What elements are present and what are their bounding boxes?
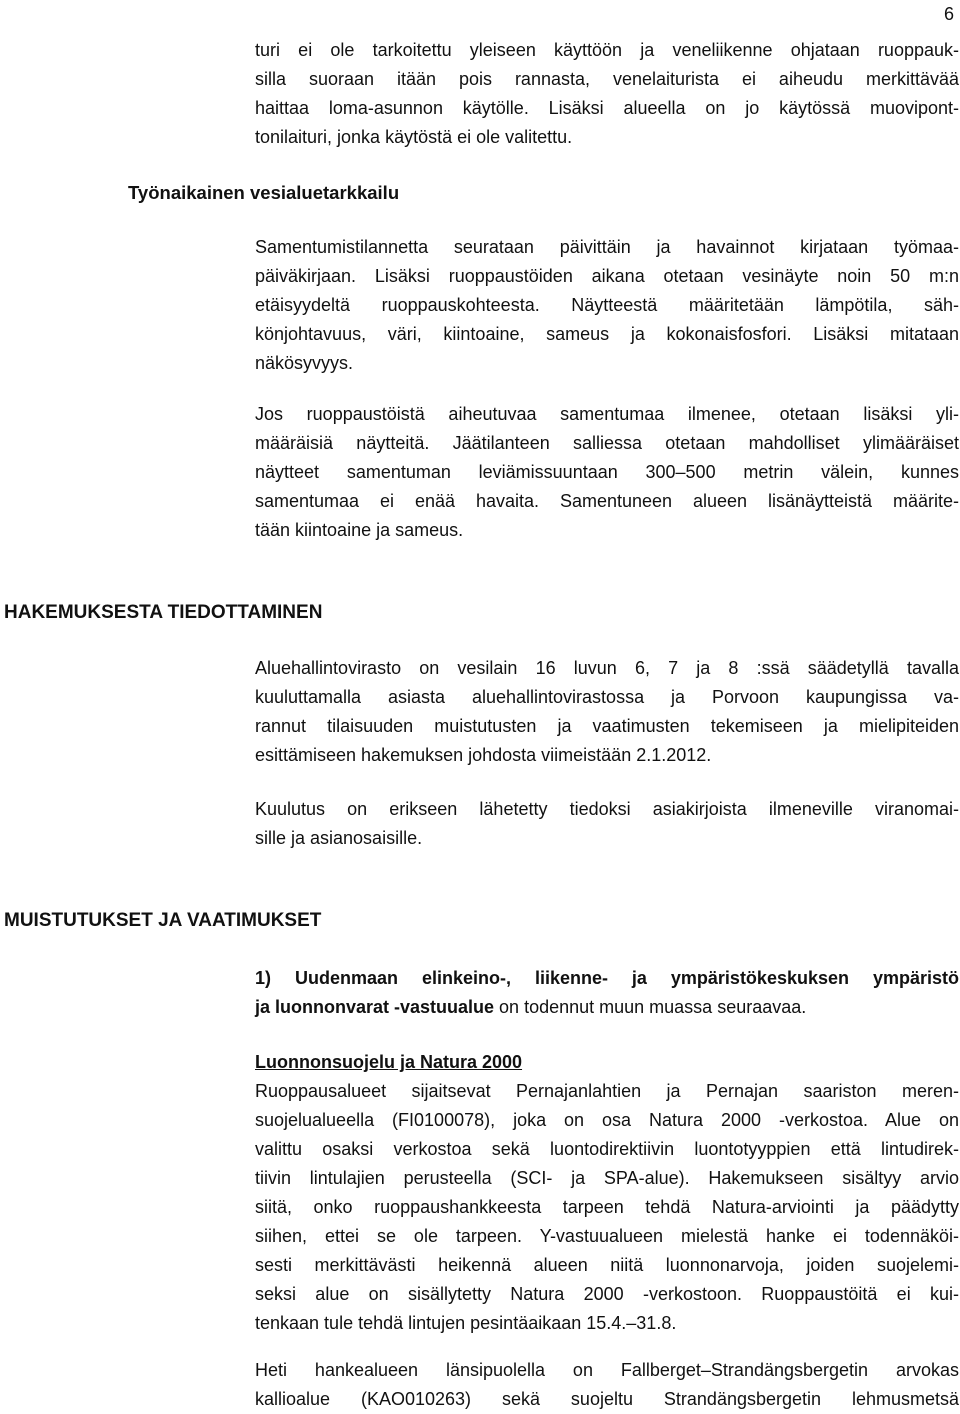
objection-author-cont: ja luonnonvarat -vastuualue xyxy=(255,997,495,1017)
text-line: Aluehallintovirasto on vesilain 16 luvun 6, 7 ja 8 :ssä säädetyllä tavalla xyxy=(255,658,959,678)
text-line: tään kiintoaine ja sameus. xyxy=(255,520,464,540)
text-line: silla suoraan itään pois rannasta, venelaiturista ei aiheudu merkittävää xyxy=(255,69,959,89)
text-line: kallioalue (KAO010263) sekä suojeltu Strandängsbergetin lehmusmetsä xyxy=(255,1389,959,1409)
text-line: rannut tilaisuuden muistutusten ja vaatimusten tekemiseen ja mielipiteiden xyxy=(255,716,959,736)
text-line: Ruoppausalueet sijaitsevat Pernajanlahtien ja Pernajan saariston meren- xyxy=(255,1081,959,1101)
text-line: turi ei ole tarkoitettu yleiseen käyttöön ja veneliikenne ohjataan ruoppauk- xyxy=(255,40,959,60)
announcement-paragraph-1 xyxy=(255,654,959,770)
text-line: seksi alue on sisällytetty Natura 2000 -verkostoon. Ruoppaustöitä ei kui- xyxy=(255,1284,959,1304)
text-line: näkösyvyys. xyxy=(255,353,354,373)
text-line: haittaa loma-asunnon käytölle. Lisäksi alueella on jo käytössä muovipont- xyxy=(255,98,959,118)
text-line: Samentumistilannetta seurataan päivittäin ja havainnot kirjataan työmaa- xyxy=(255,237,959,257)
text-line: siihen, ettei se ole tarpeen. Y-vastuualueen mielestä hanke ei todennäköi- xyxy=(255,1226,959,1246)
text-line: päiväkirjaan. Lisäksi ruoppaustöiden aikana otetaan vesinäyte noin 50 m:n xyxy=(255,266,959,286)
text-line: sesti merkittävästi heikennä alueen niitä luonnonarvoja, joiden suojelemi- xyxy=(255,1255,959,1275)
natura-heading: Luonnonsuojelu ja Natura 2000 xyxy=(255,1052,523,1072)
text-line xyxy=(255,993,959,1022)
text-line: tiivin lintulajien perusteella (SCI- ja SPA-alue). Hakemukseen sisältyy arvio xyxy=(255,1168,959,1188)
text-line: Heti hankealueen länsipuolella on Fallberget–Strandängsbergetin arvokas xyxy=(255,1360,959,1380)
announcement-heading: HAKEMUKSESTA TIEDOTTAMINEN xyxy=(4,602,323,623)
intro-paragraph xyxy=(255,36,959,152)
text-line: Kuulutus on erikseen lähetetty tiedoksi asiakirjoista ilmeneville viranomai- xyxy=(255,799,959,819)
objections-heading: MUISTUTUKSET JA VAATIMUKSET xyxy=(4,910,322,931)
text-line: siitä, onko ruoppaushankkeesta tarpeen tehdä Natura-arviointi ja päädytty xyxy=(255,1197,959,1217)
announcement-paragraph-2 xyxy=(255,795,959,853)
text-line: Jos ruoppaustöistä aiheutuvaa samentumaa ilmenee, otetaan lisäksi yli- xyxy=(255,404,959,424)
text-line: tenkaan tule tehdä lintujen pesintäaikaan 15.4.–31.8. xyxy=(255,1313,677,1333)
objection-item-1 xyxy=(255,964,959,1022)
text-line: tonilaituri, jonka käytöstä ei ole valitettu. xyxy=(255,127,573,147)
text-line: suojelualueella (FI0100078), joka on osa Natura 2000 -verkostoa. Alue on xyxy=(255,1110,959,1130)
text-line: kuuluttamalla asiasta aluehallintovirastossa ja Porvoon kaupungissa va- xyxy=(255,687,959,707)
text-line: samentumaa ei enää havaita. Samentuneen alueen lisänäytteistä määrite- xyxy=(255,491,959,511)
monitoring-heading: Työnaikainen vesialuetarkkailu xyxy=(128,182,400,203)
text-line: valittu osaksi verkostoa sekä luontodirektiivin luontotyyppien että lintudirek- xyxy=(255,1139,959,1159)
natura-section xyxy=(255,1048,959,1338)
objection-author: 1) Uudenmaan elinkeino-, liikenne- ja ympäristökeskuksen ympäristö xyxy=(255,968,959,988)
objection-intro: on todennut muun muassa seuraavaa. xyxy=(494,997,807,1017)
last-paragraph xyxy=(255,1356,959,1414)
monitoring-paragraph-2 xyxy=(255,400,959,545)
text-line: esittämiseen hakemuksen johdosta viimeistään 2.1.2012. xyxy=(255,745,712,765)
text-line: könjohtavuus, väri, kiintoaine, sameus ja kokonaisfosfori. Lisäksi mitataan xyxy=(255,324,959,344)
monitoring-paragraph-1 xyxy=(255,233,959,378)
text-line: määräisiä näytteitä. Jäätilanteen salliessa otetaan mahdolliset ylimääräiset xyxy=(255,433,959,453)
text-line: etäisyydeltä ruoppauskohteesta. Näytteestä määritetään lämpötila, säh- xyxy=(255,295,959,315)
text-line: näytteet samentuman leviämissuuntaan 300–500 metrin välein, kunnes xyxy=(255,462,959,482)
text-line: sille ja asianosaisille. xyxy=(255,828,423,848)
page-number: 6 xyxy=(943,4,954,24)
